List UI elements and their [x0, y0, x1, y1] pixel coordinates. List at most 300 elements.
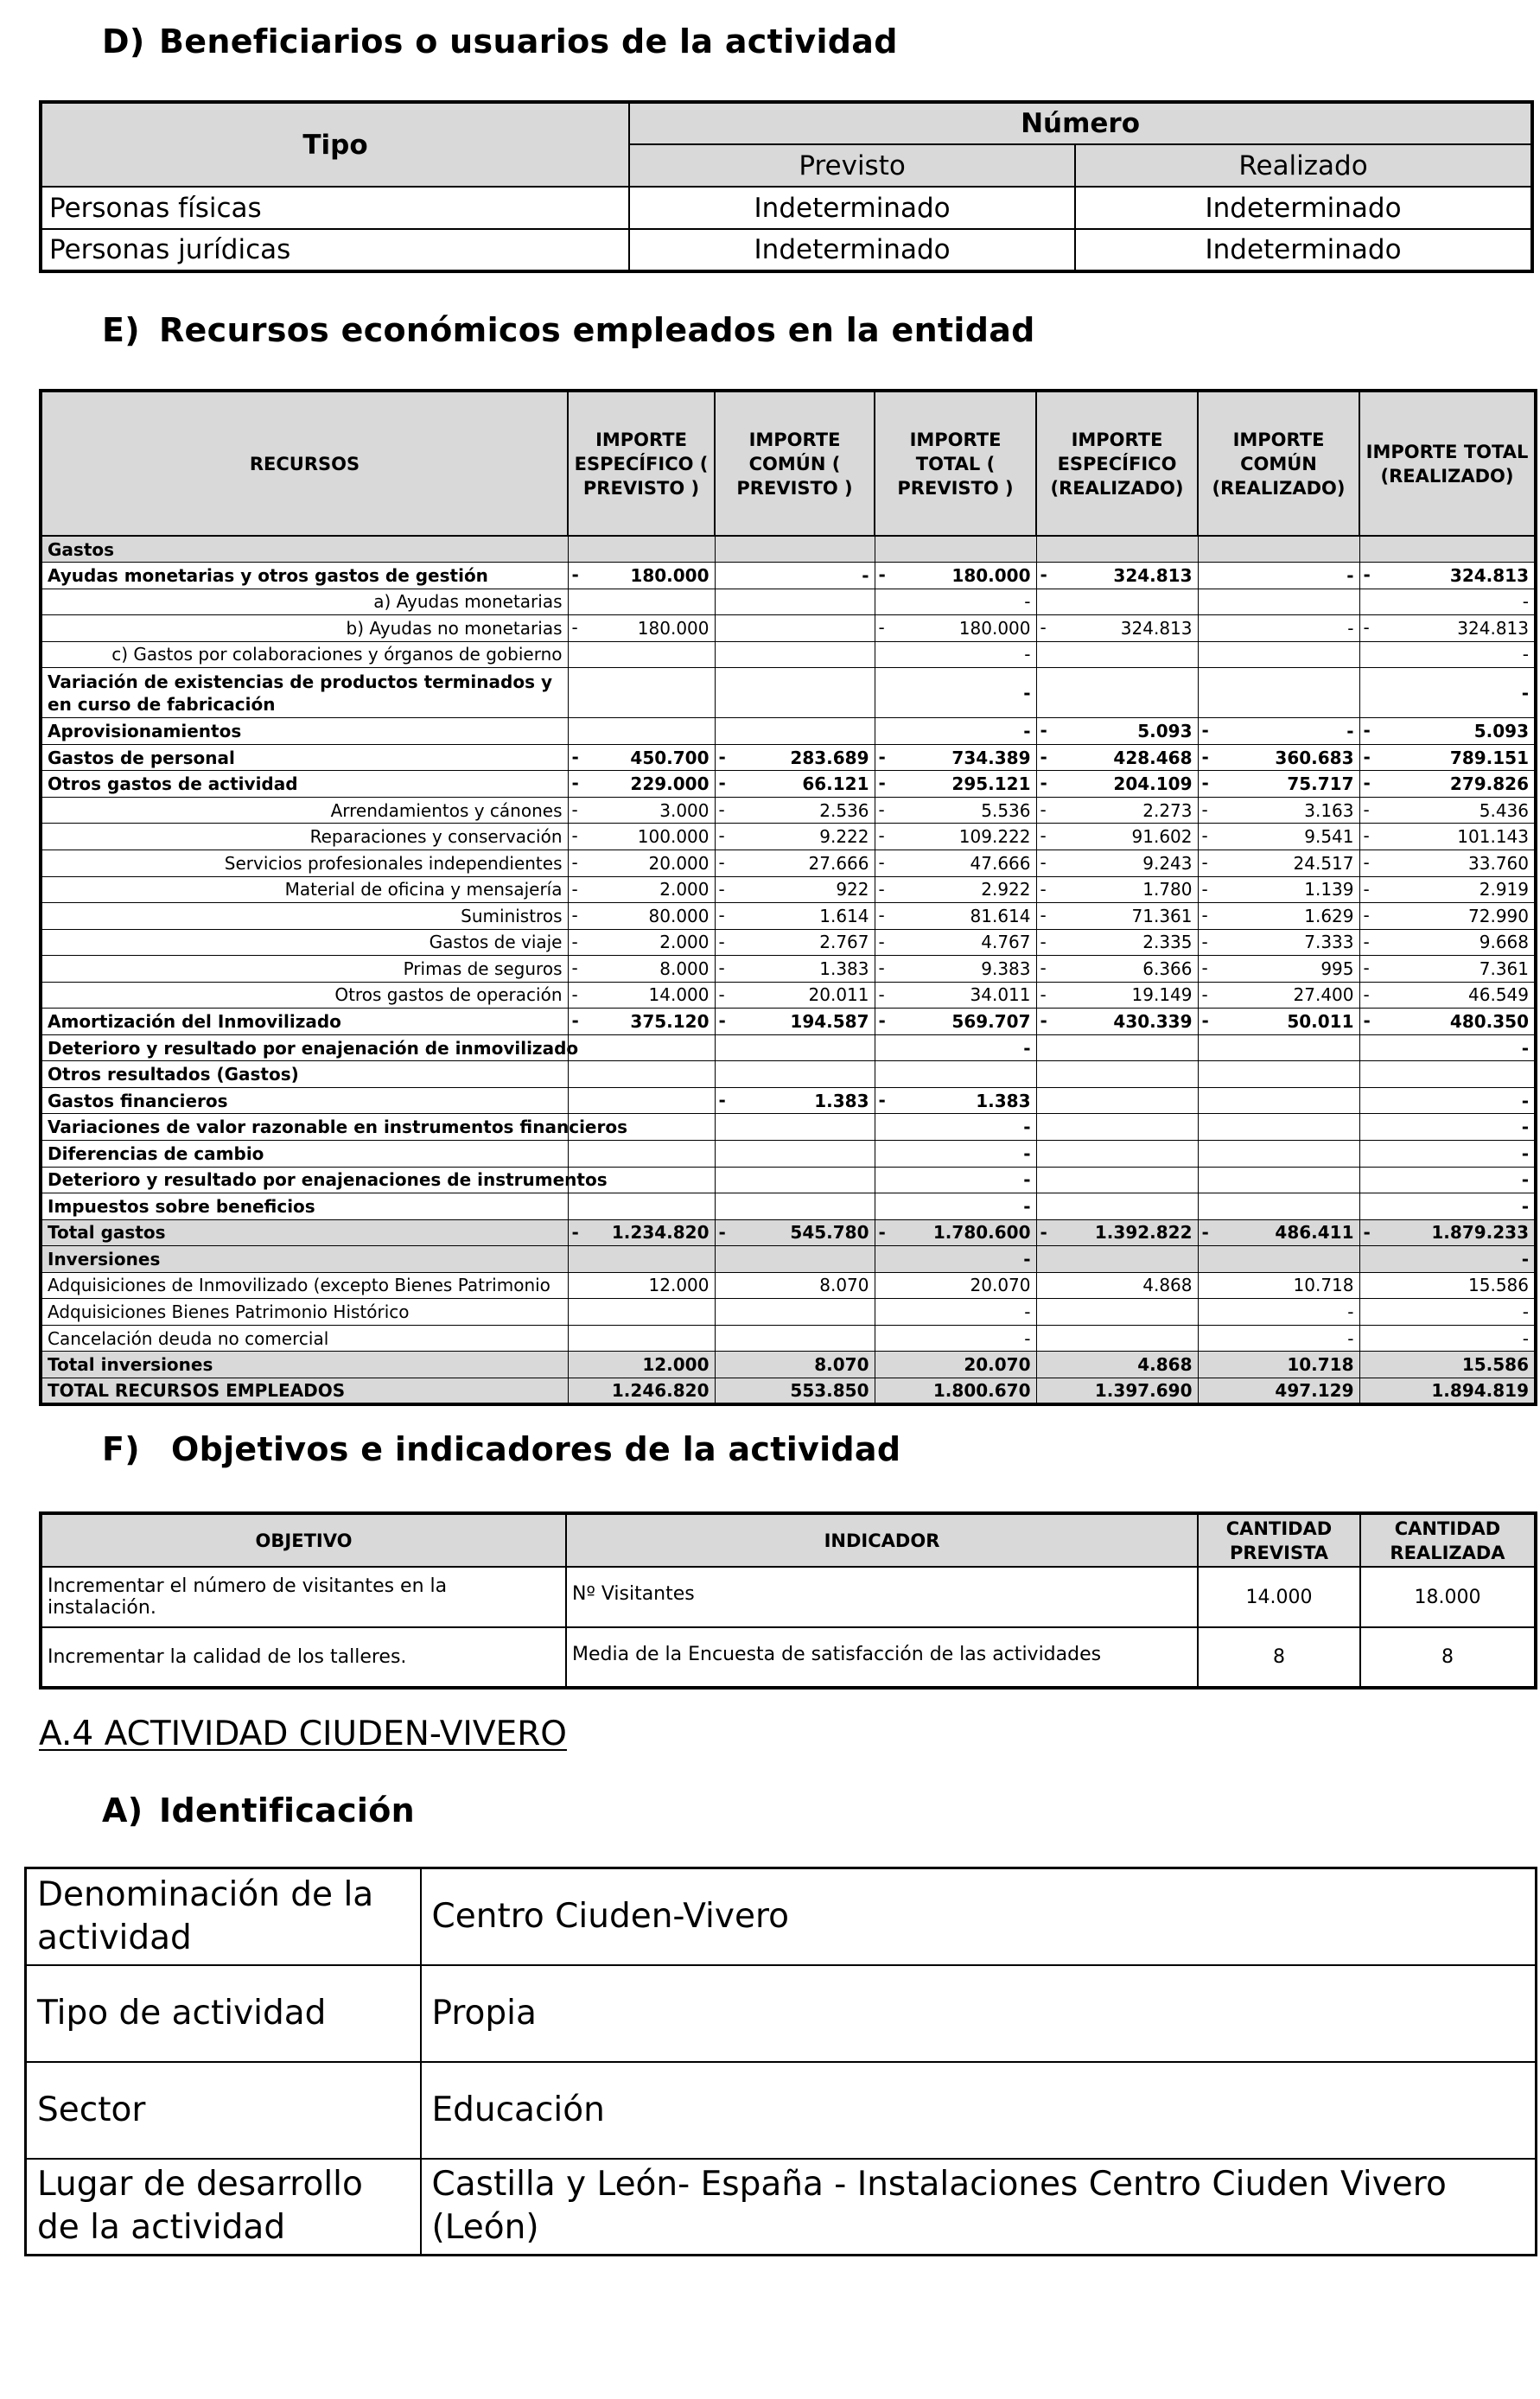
- resource-value: [875, 668, 1036, 718]
- resource-amount: 19.149: [1131, 984, 1193, 1006]
- ident-value: Propia: [421, 1965, 1537, 2062]
- dash-marker: -: [1040, 1010, 1047, 1032]
- dash-marker: -: [1363, 825, 1370, 847]
- table-row: [41, 1034, 1536, 1061]
- resource-amount: 2.000: [659, 932, 710, 953]
- resource-value: [1359, 1061, 1536, 1088]
- resource-value: [1198, 982, 1359, 1009]
- table-row: [41, 1193, 1536, 1220]
- dash-marker: -: [1363, 983, 1370, 1005]
- resource-value: [875, 1352, 1036, 1378]
- resource-value: [1198, 563, 1359, 589]
- resource-value: [1198, 718, 1359, 745]
- resource-value: [715, 929, 875, 956]
- header-objetivo: OBJETIVO: [41, 1513, 566, 1567]
- dash-marker: -: [1363, 958, 1370, 979]
- dash-marker: -: [878, 825, 885, 847]
- resource-value: [568, 771, 715, 798]
- resource-value: [715, 1272, 875, 1299]
- resource-value: [568, 744, 715, 771]
- resource-amount: 2.922: [981, 879, 1031, 900]
- resource-amount: 283.689: [790, 747, 869, 768]
- dash-marker: -: [1363, 799, 1370, 820]
- resource-amount: 324.813: [1449, 564, 1529, 586]
- resource-value: [1198, 1087, 1359, 1114]
- header-comun-previsto: IMPORTE COMÚN ( PREVISTO ): [715, 391, 875, 536]
- dash-marker: -: [718, 1221, 726, 1243]
- table-row: [41, 589, 1536, 615]
- resource-value: [1359, 1140, 1536, 1167]
- table-row: [41, 824, 1536, 850]
- dash-marker: -: [1363, 1010, 1371, 1032]
- resource-amount: 375.120: [630, 1011, 710, 1033]
- resource-amount: 3.163: [1304, 799, 1354, 821]
- resource-amount: 324.813: [1113, 564, 1193, 586]
- resource-value: [568, 718, 715, 745]
- resource-amount: 100.000: [637, 826, 710, 848]
- dash-marker: -: [878, 1089, 886, 1110]
- dash-marker: -: [1363, 1221, 1371, 1243]
- resource-value: [1359, 1272, 1536, 1299]
- resource-value: [875, 718, 1036, 745]
- indicador-cell: Nº Visitantes: [566, 1567, 1198, 1627]
- table-row: [26, 2159, 1537, 2256]
- resource-value: [875, 1061, 1036, 1088]
- resource-value: [1036, 1009, 1198, 1035]
- table-row: [41, 229, 1532, 271]
- resource-amount: 27.666: [808, 852, 869, 874]
- dash-marker: -: [1040, 905, 1047, 926]
- resource-amount: -: [1522, 591, 1529, 613]
- resource-value: [1198, 536, 1359, 563]
- resource-label: TOTAL RECURSOS EMPLEADOS: [41, 1378, 568, 1404]
- resource-value: [1036, 1378, 1198, 1404]
- resource-amount: 101.143: [1457, 826, 1529, 848]
- resource-value: [715, 563, 875, 589]
- row-tipo: Personas físicas: [41, 187, 629, 229]
- table-row: [41, 1114, 1536, 1141]
- section-f-letter: F): [102, 1430, 140, 1468]
- resource-amount: 5.093: [1473, 721, 1529, 741]
- resource-value: [715, 668, 875, 718]
- resource-label: Reparaciones y conservación: [41, 824, 568, 850]
- resource-value: [875, 1246, 1036, 1273]
- resource-value: [1359, 1352, 1536, 1378]
- resource-amount: -: [1024, 1327, 1031, 1349]
- resource-label: Otros gastos de operación: [41, 982, 568, 1009]
- realizada-cell: 18.000: [1360, 1567, 1536, 1627]
- resource-amount: 12.000: [648, 1275, 710, 1296]
- dash-marker: -: [878, 983, 885, 1005]
- indicador-cell: Media de la Encuesta de satisfacción de las actividades: [566, 1627, 1198, 1688]
- resource-value: [1036, 1087, 1198, 1114]
- resource-value: [1359, 771, 1536, 798]
- dash-marker: -: [1363, 720, 1371, 741]
- table-row: [41, 744, 1536, 771]
- resource-value: [1036, 1299, 1198, 1326]
- resource-amount: -: [1521, 682, 1529, 703]
- header-indicador: INDICADOR: [566, 1513, 1198, 1567]
- dash-marker: -: [1363, 878, 1370, 900]
- resource-value: [1359, 1219, 1536, 1246]
- resource-value: [875, 797, 1036, 824]
- resource-value: [715, 589, 875, 615]
- dash-marker: -: [878, 878, 885, 900]
- resource-amount: 20.011: [808, 984, 869, 1006]
- dash-marker: -: [1363, 773, 1371, 794]
- resource-amount: -: [1521, 1169, 1529, 1191]
- dash-marker: -: [1363, 746, 1371, 767]
- resource-value: [1359, 1167, 1536, 1193]
- resource-value: [1036, 771, 1198, 798]
- resource-value: [1198, 1114, 1359, 1141]
- dash-marker: -: [1363, 851, 1370, 873]
- resource-value: [715, 1246, 875, 1273]
- resource-value: [1359, 615, 1536, 642]
- table-row: [41, 1009, 1536, 1035]
- resource-value: [715, 1325, 875, 1352]
- resource-value: [875, 1272, 1036, 1299]
- resource-label: Amortización del Inmovilizado: [41, 1009, 568, 1035]
- dash-marker: -: [1201, 720, 1209, 741]
- resource-amount: 27.400: [1293, 984, 1354, 1006]
- resource-value: [1198, 1034, 1359, 1061]
- table-row: [41, 876, 1536, 903]
- resource-value: [1359, 982, 1536, 1009]
- resource-amount: -: [1522, 1327, 1529, 1349]
- resource-amount: 995: [1320, 958, 1354, 979]
- resource-amount: 1.780: [1142, 879, 1193, 900]
- resource-value: [1198, 771, 1359, 798]
- resource-amount: -: [1521, 1142, 1529, 1164]
- resource-amount: -: [1521, 1090, 1529, 1111]
- dash-marker: -: [718, 746, 726, 767]
- dash-marker: -: [718, 931, 725, 952]
- section-d-letter: D): [102, 22, 145, 60]
- resource-value: [568, 903, 715, 930]
- dash-marker: -: [1040, 931, 1047, 952]
- resource-amount: 15.586: [1468, 1275, 1529, 1296]
- resource-amount: -: [1522, 1301, 1529, 1323]
- table-row: [41, 563, 1536, 589]
- resource-amount: -: [1023, 1117, 1031, 1138]
- resource-value: [1198, 876, 1359, 903]
- dash-marker: -: [878, 931, 885, 952]
- resource-amount: 428.468: [1113, 747, 1193, 768]
- resource-value: [568, 1352, 715, 1378]
- resource-value: [1036, 903, 1198, 930]
- resource-amount: 3.000: [659, 799, 710, 821]
- resource-value: [715, 1299, 875, 1326]
- resource-value: [1359, 1009, 1536, 1035]
- resource-label: Gastos de viaje: [41, 929, 568, 956]
- resource-label: Total inversiones: [41, 1352, 568, 1378]
- resource-value: [1359, 876, 1536, 903]
- dash-marker: -: [878, 905, 885, 926]
- resource-value: [875, 641, 1036, 668]
- header-cantidad-prevista: CANTIDAD PREVISTA: [1198, 1513, 1360, 1567]
- resource-amount: -: [1024, 644, 1031, 665]
- resource-value: [875, 536, 1036, 563]
- row-tipo: Personas jurídicas: [41, 229, 629, 271]
- resource-amount: 8.070: [819, 1275, 869, 1296]
- resource-amount: -: [1024, 1301, 1031, 1323]
- resource-value: [715, 1378, 875, 1404]
- resource-amount: 2.335: [1142, 932, 1193, 953]
- table-row: [26, 2062, 1537, 2159]
- resource-amount: 180.000: [951, 564, 1031, 586]
- section-a-title: Identificación: [159, 1791, 415, 1829]
- table-row: [41, 1299, 1536, 1326]
- resource-value: [1198, 1167, 1359, 1193]
- resource-value: [875, 1034, 1036, 1061]
- resource-amount: 1.879.233: [1431, 1222, 1529, 1244]
- resource-amount: 360.683: [1275, 747, 1354, 768]
- resource-value: [1036, 1193, 1198, 1220]
- resource-label: Deterioro y resultado por enajenaciones de instrumentos: [41, 1167, 568, 1193]
- dash-marker: -: [1040, 746, 1047, 767]
- beneficiarios-table: [39, 100, 1534, 273]
- resource-value: [875, 956, 1036, 983]
- dash-marker: -: [1201, 851, 1208, 873]
- header-previsto: Previsto: [629, 144, 1075, 187]
- table-row: [41, 1246, 1536, 1273]
- dash-marker: -: [1363, 905, 1370, 926]
- resource-amount: -: [1023, 1037, 1031, 1059]
- resource-value: [1036, 956, 1198, 983]
- resource-amount: 34.011: [970, 984, 1031, 1006]
- dash-marker: -: [878, 958, 885, 979]
- resource-amount: 1.392.822: [1094, 1222, 1193, 1244]
- table-row: [41, 1167, 1536, 1193]
- resource-amount: 1.780.600: [932, 1222, 1031, 1244]
- resource-amount: 180.000: [630, 564, 710, 586]
- resource-value: [1198, 1378, 1359, 1404]
- table-row: [26, 1868, 1537, 1965]
- resource-amount: 430.339: [1113, 1011, 1193, 1033]
- resource-value: [568, 929, 715, 956]
- resource-label: Arrendamientos y cánones: [41, 797, 568, 824]
- row-realizado: Indeterminado: [1075, 229, 1532, 271]
- resource-value: [715, 1167, 875, 1193]
- resource-amount: 324.813: [1457, 617, 1529, 639]
- dash-marker: -: [1040, 958, 1047, 979]
- resource-value: [1198, 1246, 1359, 1273]
- dash-marker: -: [1040, 799, 1047, 820]
- resource-amount: 20.070: [964, 1354, 1031, 1376]
- resource-value: [1036, 589, 1198, 615]
- resource-value: [1036, 1325, 1198, 1352]
- resource-value: [715, 1087, 875, 1114]
- table-row: [41, 929, 1536, 956]
- resource-value: [568, 850, 715, 876]
- resource-value: [1036, 1219, 1198, 1246]
- resource-value: [568, 1219, 715, 1246]
- resource-amount: 9.222: [819, 826, 869, 848]
- table-row: [41, 615, 1536, 642]
- dash-marker: -: [1040, 617, 1047, 639]
- dash-marker: -: [878, 617, 885, 639]
- resource-amount: 450.700: [630, 747, 710, 768]
- resource-value: [568, 982, 715, 1009]
- resource-amount: 180.000: [637, 617, 710, 639]
- dash-marker: -: [878, 799, 885, 820]
- resource-label: Gastos de personal: [41, 744, 568, 771]
- resource-amount: -: [1023, 1195, 1031, 1217]
- dash-marker: -: [571, 1221, 579, 1243]
- table-row: [41, 797, 1536, 824]
- prevista-cell: 14.000: [1198, 1567, 1360, 1627]
- resource-amount: -: [862, 564, 869, 586]
- header-comun-realizado: IMPORTE COMÚN (REALIZADO): [1198, 391, 1359, 536]
- resource-value: [568, 876, 715, 903]
- dash-marker: -: [571, 773, 579, 794]
- resource-amount: 8.070: [814, 1354, 869, 1376]
- resource-amount: 72.990: [1468, 905, 1529, 926]
- resource-value: [1036, 1114, 1198, 1141]
- section-f-heading: [102, 1430, 900, 1468]
- resource-amount: -: [1347, 1327, 1354, 1349]
- resource-value: [1198, 929, 1359, 956]
- resource-value: [568, 956, 715, 983]
- resource-value: [875, 876, 1036, 903]
- resource-value: [568, 1140, 715, 1167]
- resource-value: [1036, 1061, 1198, 1088]
- ident-label: Denominación de la actividad: [26, 1868, 421, 1965]
- resource-amount: -: [1347, 1301, 1354, 1323]
- resource-amount: 480.350: [1449, 1011, 1529, 1033]
- dash-marker: -: [718, 799, 725, 820]
- resource-amount: 109.222: [958, 826, 1031, 848]
- dash-marker: -: [571, 1010, 579, 1032]
- resource-value: [1198, 1272, 1359, 1299]
- dash-marker: -: [878, 1221, 886, 1243]
- resource-label: Deterioro y resultado por enajenación de inmovilizado: [41, 1034, 568, 1061]
- resource-amount: 71.361: [1131, 905, 1193, 926]
- resource-label: Total gastos: [41, 1219, 568, 1246]
- resource-value: [1359, 1114, 1536, 1141]
- resource-value: [568, 1087, 715, 1114]
- resource-amount: 2.273: [1142, 799, 1193, 821]
- objetivo-cell: Incrementar el número de visitantes en la instalación.: [41, 1567, 566, 1627]
- resource-value: [568, 1193, 715, 1220]
- resource-value: [1036, 1140, 1198, 1167]
- resource-value: [568, 615, 715, 642]
- resource-amount: -: [1521, 1248, 1529, 1269]
- resource-amount: 47.666: [970, 852, 1031, 874]
- recursos-table: [39, 389, 1537, 1406]
- resource-value: [1198, 1299, 1359, 1326]
- resource-amount: -: [1521, 1117, 1529, 1138]
- table-row: [41, 1087, 1536, 1114]
- resource-value: [1198, 1352, 1359, 1378]
- dash-marker: -: [571, 746, 579, 767]
- resource-amount: 229.000: [630, 773, 710, 795]
- resource-amount: 922: [836, 879, 869, 900]
- resource-label: Aprovisionamientos: [41, 718, 568, 745]
- resource-label: Servicios profesionales independientes: [41, 850, 568, 876]
- resource-value: [1359, 797, 1536, 824]
- resource-value: [1359, 744, 1536, 771]
- resource-amount: 50.011: [1287, 1011, 1354, 1033]
- resource-value: [875, 1140, 1036, 1167]
- resource-amount: 6.366: [1142, 958, 1193, 979]
- ident-value: Castilla y León- España - Instalaciones Centro Ciuden Vivero (León): [421, 2159, 1537, 2256]
- dash-marker: -: [878, 773, 886, 794]
- table-row: [41, 641, 1536, 668]
- dash-marker: -: [571, 931, 578, 952]
- dash-marker: -: [571, 905, 578, 926]
- resource-value: [1036, 929, 1198, 956]
- resource-value: [715, 771, 875, 798]
- resource-value: [875, 563, 1036, 589]
- resource-value: [1198, 589, 1359, 615]
- resource-label: Material de oficina y mensajería: [41, 876, 568, 903]
- dash-marker: -: [571, 851, 578, 873]
- resource-value: [715, 744, 875, 771]
- dash-marker: -: [1201, 825, 1208, 847]
- header-tipo: Tipo: [41, 102, 629, 187]
- resource-label: Inversiones: [41, 1246, 568, 1273]
- resource-value: [875, 929, 1036, 956]
- section-a-letter: A): [102, 1791, 143, 1829]
- dash-marker: -: [1363, 564, 1371, 586]
- resource-amount: 4.767: [981, 932, 1031, 953]
- resource-amount: 1.894.819: [1431, 1379, 1529, 1401]
- dash-marker: -: [1201, 799, 1208, 820]
- resource-value: [568, 1061, 715, 1088]
- section-e-title: Recursos económicos empleados en la entidad: [159, 311, 1035, 349]
- resource-value: [715, 1061, 875, 1088]
- resource-value: [715, 1114, 875, 1141]
- resource-value: [568, 1167, 715, 1193]
- resource-value: [568, 1114, 715, 1141]
- dash-marker: -: [571, 958, 578, 979]
- resource-value: [875, 1167, 1036, 1193]
- table-row: [41, 850, 1536, 876]
- resource-value: [1359, 641, 1536, 668]
- table-row: [41, 1627, 1536, 1688]
- resource-amount: 2.919: [1479, 879, 1529, 900]
- section-f-title: Objetivos e indicadores de la actividad: [171, 1430, 901, 1468]
- resource-amount: -: [1346, 721, 1354, 741]
- table-row: [41, 1567, 1536, 1627]
- resource-label: b) Ayudas no monetarias: [41, 615, 568, 642]
- table-row: [41, 187, 1532, 229]
- resource-amount: 75.717: [1287, 773, 1354, 795]
- resource-value: [1359, 929, 1536, 956]
- dash-marker: -: [1040, 564, 1047, 586]
- resource-label: Variación de existencias de productos terminados y en curso de fabricación: [41, 668, 568, 718]
- resource-value: [1036, 668, 1198, 718]
- prevista-cell: 8: [1198, 1627, 1360, 1688]
- resource-value: [1036, 641, 1198, 668]
- recursos-table-body: [41, 536, 1536, 1404]
- resource-label: Variaciones de valor razonable en instrumentos financieros: [41, 1114, 568, 1141]
- resource-amount: 1.383: [819, 958, 869, 979]
- dash-marker: -: [571, 878, 578, 900]
- table-row: [41, 1140, 1536, 1167]
- dash-marker: -: [1201, 878, 1208, 900]
- dash-marker: -: [1040, 983, 1047, 1005]
- table-row: [41, 1325, 1536, 1352]
- resource-value: [1036, 850, 1198, 876]
- resource-value: [1359, 1087, 1536, 1114]
- resource-amount: -: [1023, 682, 1031, 703]
- section-e-heading: [102, 311, 1035, 349]
- resource-value: [1036, 563, 1198, 589]
- resource-value: [1359, 1325, 1536, 1352]
